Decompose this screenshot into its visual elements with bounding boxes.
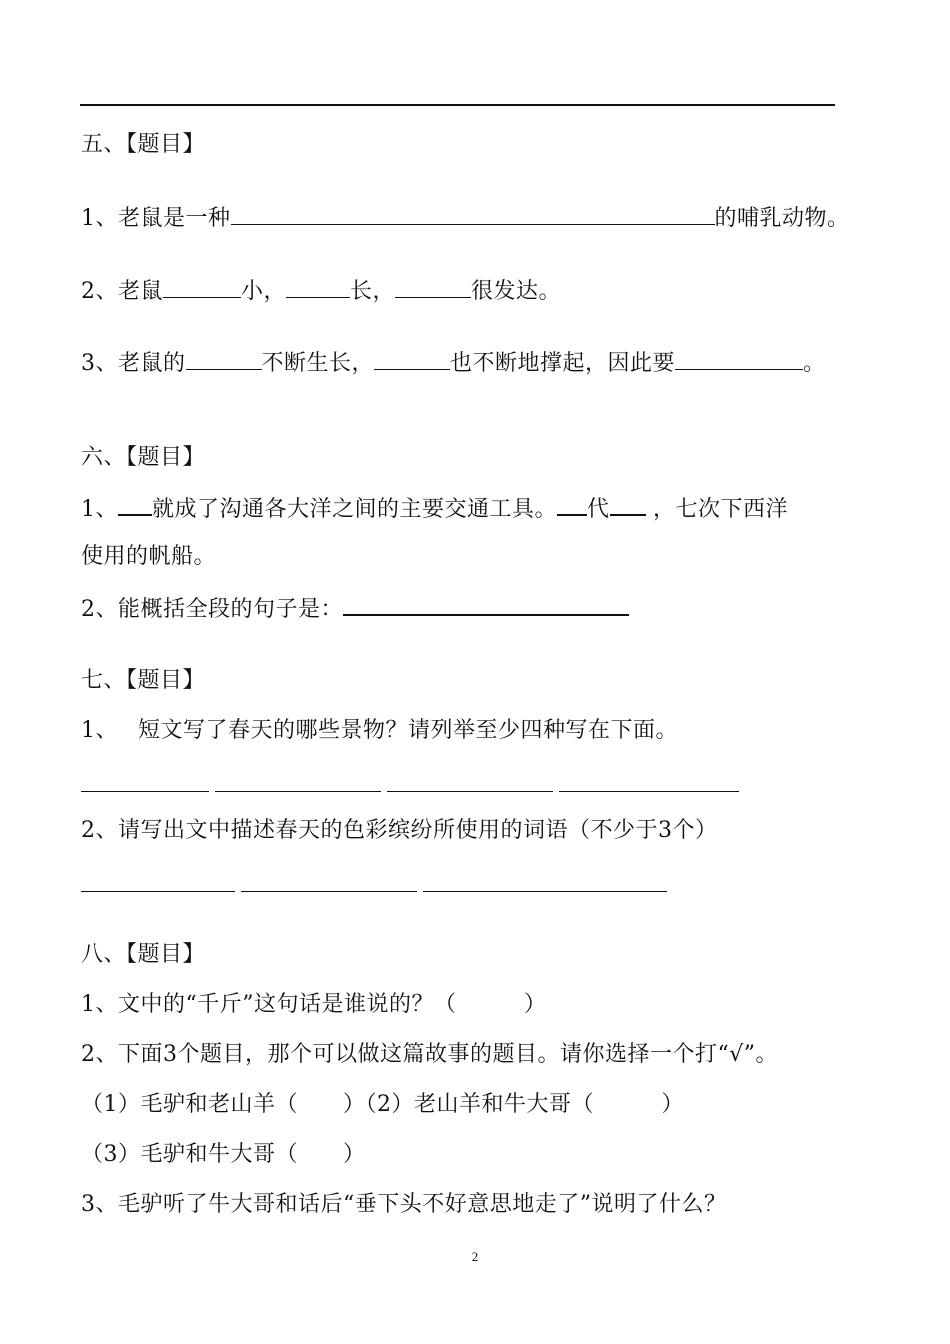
s6-q1-part3: 代: [587, 497, 610, 522]
s6-q1-part2: 就成了沟通各大洋之间的主要交通工具。: [152, 497, 558, 522]
s7-q1-text: 短文写了春天的哪些景物？请列举至少四种写在下面。: [138, 718, 679, 743]
s5-q2-part3: 长，: [350, 279, 396, 304]
s5-q2-part2: 小，: [241, 279, 287, 304]
s6-q1-blank-1[interactable]: [118, 492, 152, 516]
s5-q1-answer-blank[interactable]: [231, 202, 715, 225]
s5-q2-prefix: 2、老鼠: [81, 279, 163, 304]
s5-q3-suffix: 。: [803, 351, 826, 376]
s8-option-2[interactable]: （2）老山羊和牛大哥（ ）: [365, 1092, 684, 1117]
s8-question-2: 2、下面3个题目，那个可以做这篇故事的题目。请你选择一个打“√”。: [81, 1042, 779, 1067]
s5-q1-prefix: 1、老鼠是一种: [81, 206, 231, 231]
s5-q1-suffix: 的哺乳动物。: [714, 206, 850, 231]
s5-q2-blank-1[interactable]: [163, 275, 241, 298]
s8-question-1: 1、文中的“千斤”这句话是谁说的？（ ）: [81, 992, 547, 1017]
s7-question-1: [81, 716, 678, 746]
s6-q1-prefix: 1、: [81, 497, 118, 522]
s5-q3-prefix: 3、老鼠的: [81, 351, 186, 376]
s6-q1-part4: ，七次下西洋: [653, 497, 789, 522]
s5-q3-blank-3[interactable]: [675, 347, 803, 370]
s7-q1-answer-line-3[interactable]: [387, 791, 553, 792]
s5-question-1: [81, 202, 850, 234]
s6-q1-continuation: 使用的帆船。: [81, 544, 217, 569]
page-number: 2: [471, 1249, 479, 1264]
s5-q3-blank-1[interactable]: [186, 347, 262, 370]
s8-option-1[interactable]: （1）毛驴和老山羊（ ）: [81, 1092, 366, 1117]
s5-q3-blank-2[interactable]: [374, 347, 450, 370]
s8-option-row-1: [81, 1090, 684, 1120]
s5-q3-part3: 也不断地撑起，因此要: [450, 351, 676, 376]
s6-q2-answer-blank[interactable]: [343, 592, 629, 616]
s7-q2-answer-line-3[interactable]: [423, 891, 667, 892]
section-8-heading: 八、【题目】: [81, 942, 206, 967]
s5-q2-blank-3[interactable]: [395, 275, 471, 298]
s5-q2-part4: 很发达。: [471, 279, 562, 304]
s6-q2-prefix: 2、能概括全段的句子是：: [81, 597, 343, 622]
top-horizontal-rule: [80, 104, 835, 106]
s6-q1-blank-3[interactable]: [610, 492, 646, 516]
s7-q1-answer-line-2[interactable]: [215, 791, 381, 792]
s6-question-2: [81, 592, 629, 625]
section-7-heading: 七、【题目】: [81, 668, 206, 693]
s5-q3-part2: 不断生长，: [261, 351, 375, 376]
s7-q1-answer-line-4[interactable]: [559, 791, 739, 792]
s8-question-3: 3、毛驴听了牛大哥和话后“垂下头不好意思地走了”说明了什么？: [81, 1192, 727, 1217]
s6-q1-blank-2[interactable]: [557, 492, 587, 516]
s5-question-3: [81, 347, 826, 379]
s7-q1-answer-line-1[interactable]: [81, 791, 209, 792]
s7-q2-answer-line-1[interactable]: [81, 891, 235, 892]
s5-question-2: [81, 275, 561, 307]
s7-q2-answer-line-2[interactable]: [241, 891, 417, 892]
section-6-heading: 六、【题目】: [81, 445, 206, 470]
section-5-heading: 五、【题目】: [81, 132, 206, 157]
s6-question-1: [81, 492, 788, 525]
s5-q2-blank-2[interactable]: [286, 275, 350, 298]
s7-question-2: 2、请写出文中描述春天的色彩缤纷所使用的词语（不少于3个）: [81, 818, 718, 843]
s8-option-3[interactable]: （3）毛驴和牛大哥（ ）: [81, 1142, 366, 1167]
s7-q1-prefix: 1、: [81, 718, 118, 743]
s8-option-row-2: [81, 1140, 366, 1170]
